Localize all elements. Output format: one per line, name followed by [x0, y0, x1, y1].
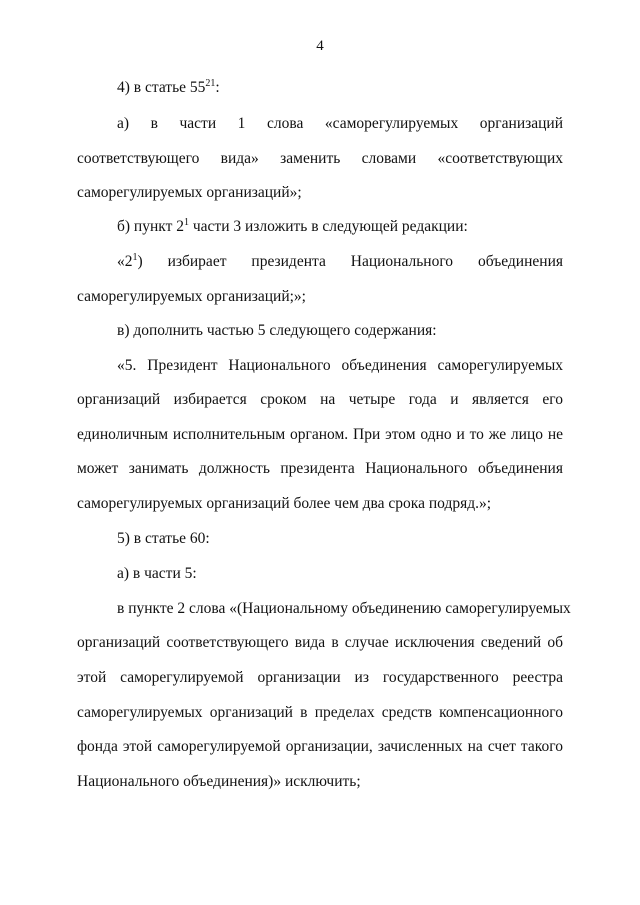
superscript: 1 — [132, 252, 138, 263]
text-line-5 — [117, 218, 563, 236]
text-line-11: единоличным исполнительным органом. При этом одно и то же лицо не — [77, 426, 563, 443]
text-line-7: саморегулируемых организаций;»; — [77, 288, 306, 305]
text-span: : — [215, 79, 220, 96]
text-line-18: этой саморегулируемой организации из государственного реестра — [77, 669, 563, 686]
superscript: 21 — [205, 78, 216, 89]
text-line-16: в пункте 2 слова «(Национальному объединению саморегулируемых — [117, 600, 571, 617]
text-line-21: Национального объединения)» исключить; — [77, 773, 361, 790]
text-line-19: саморегулируемых организаций в пределах средств компенсационного — [77, 704, 563, 721]
superscript: 1 — [184, 217, 189, 228]
text-line-9: «5. Президент Национального объединения саморегулируемых — [117, 357, 563, 374]
text-line-14: 5) в статье 60: — [117, 530, 210, 547]
text-line-10: организаций избирается сроком на четыре года и является его — [77, 391, 563, 408]
text-line-4: саморегулируемых организаций»; — [77, 184, 302, 201]
text-span: «2 — [117, 253, 133, 270]
text-line-13: саморегулируемых организаций более чем два срока подряд.»; — [77, 495, 492, 512]
text-line-17: организаций соответствующего вида в случае исключения сведений об — [77, 634, 563, 651]
text-line-12: может занимать должность президента Национального объединения — [77, 460, 563, 477]
text-line-15: а) в части 5: — [117, 565, 197, 582]
text-line-2: а) в части 1 слова «саморегулируемых организаций — [117, 115, 563, 132]
text-line-1 — [117, 79, 563, 97]
text-span: ) избирает президента Национального объединения — [137, 253, 563, 270]
text-line-8: в) дополнить частью 5 следующего содержания: — [117, 322, 437, 339]
page-number: 4 — [316, 38, 324, 54]
text-span: б) пункт 2 — [117, 218, 184, 235]
text-line-6 — [117, 253, 563, 271]
text-line-3: соответствующего вида» заменить словами «соответствующих — [77, 150, 563, 167]
text-span: 4) в статье 55 — [117, 79, 206, 96]
text-span: части 3 изложить в следующей редакции: — [189, 218, 468, 235]
text-line-20: фонда этой саморегулируемой организации, зачисленных на счет такого — [77, 738, 563, 755]
